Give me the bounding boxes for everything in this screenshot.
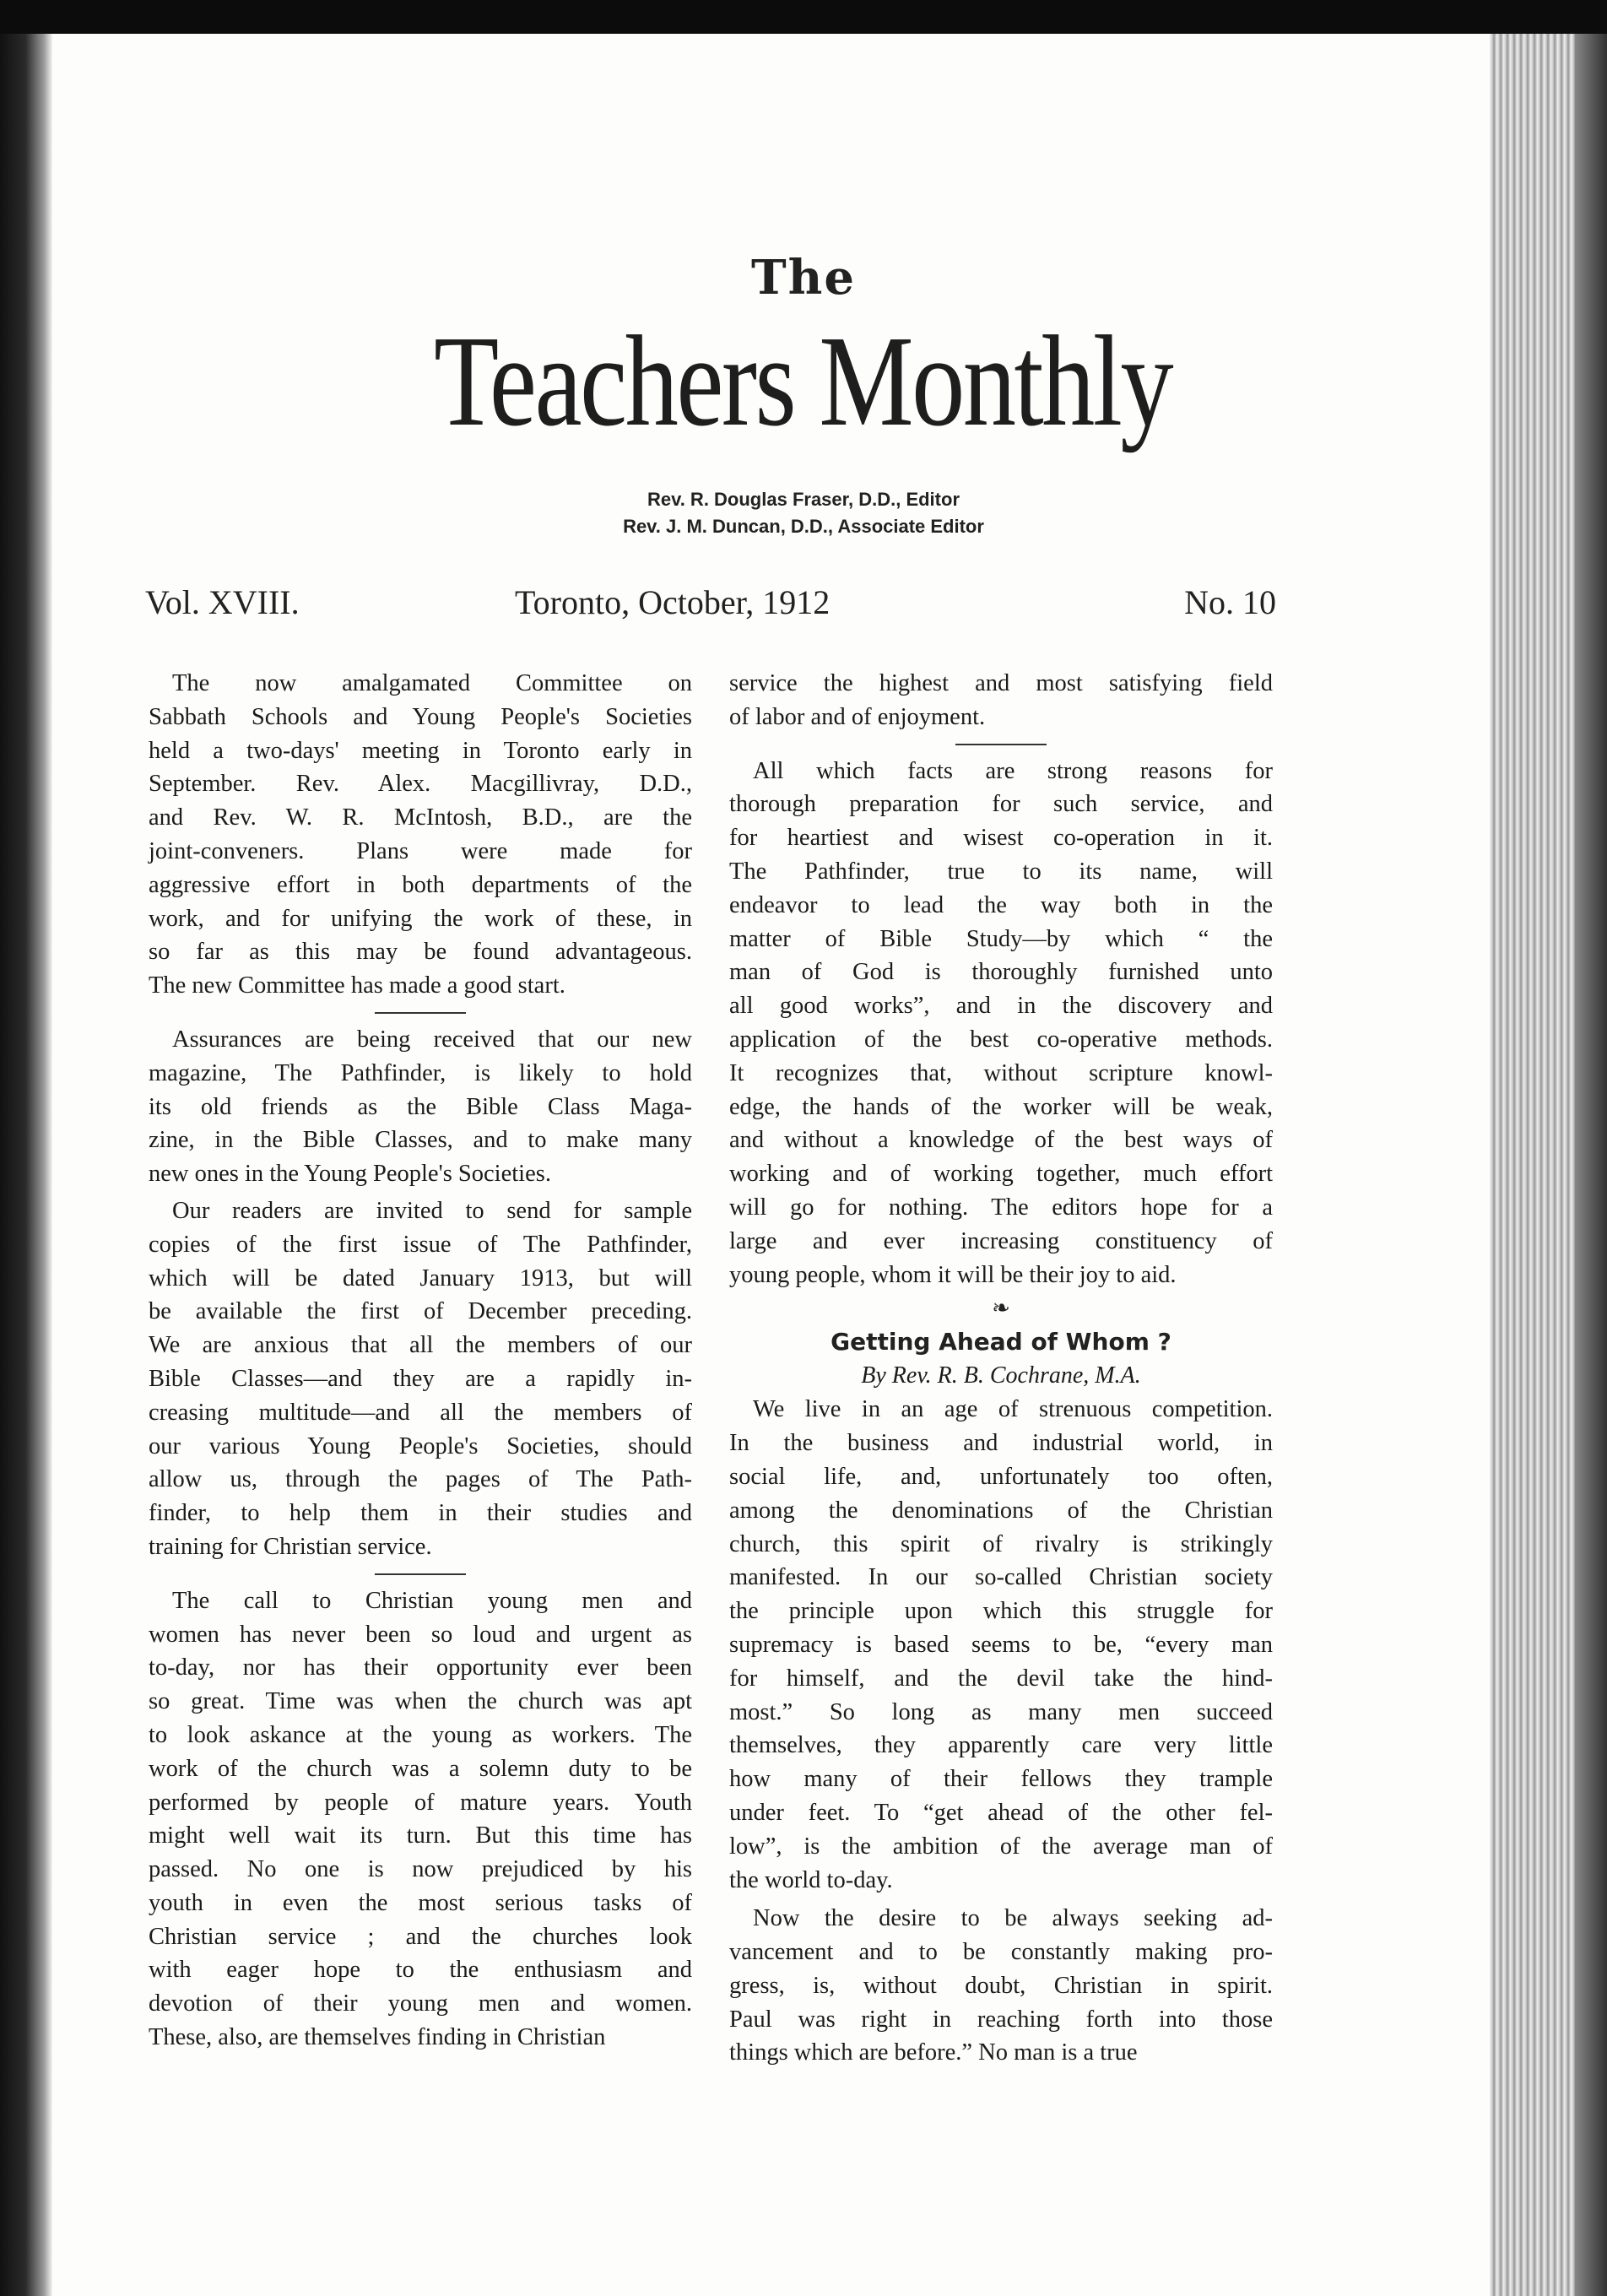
text-line: be available the first of December preceding. [149, 1298, 692, 1325]
text-line: youth in even the most serious tasks of [149, 1889, 692, 1916]
text-line: low”, is the ambition of the average man of [729, 1833, 1273, 1860]
text-line: so far as this may be found advantageous. [149, 939, 692, 966]
text-line: devotion of their young men and women. [149, 1990, 692, 2017]
text-line: Paul was right in reaching forth into those [729, 2006, 1273, 2033]
text-line: These, also, are themselves finding in Christian [149, 2024, 606, 2051]
text-line: passed. No one is now prejudiced by his [149, 1856, 692, 1883]
text-line: how many of their fellows they trample [729, 1766, 1273, 1793]
text-line: We live in an age of strenuous competition. [753, 1396, 1273, 1423]
text-line: Christian service ; and the churches look [149, 1923, 692, 1950]
paragraph-assurances [149, 1023, 692, 1191]
text-line: of labor and of enjoyment. [729, 703, 986, 730]
text-line: under feet. To “get ahead of the other fel- [729, 1799, 1273, 1826]
text-line: allow us, through the pages of The Path- [149, 1466, 692, 1493]
text-line: new ones in the Young People's Societies. [149, 1161, 551, 1188]
right-column [729, 667, 1273, 2070]
text-line: The new Committee has made a good start. [149, 972, 565, 999]
text-line: our various Young People's Societies, should [149, 1432, 692, 1459]
text-line: magazine, The Pathfinder, is likely to hold [149, 1059, 692, 1086]
text-line: large and ever increasing constituency of [729, 1227, 1273, 1254]
text-line: Now the desire to be always seeking ad- [753, 1905, 1273, 1932]
text-line: with eager hope to the enthusiasm and [149, 1957, 692, 1984]
issue-number-label: No. 10 [1184, 583, 1276, 621]
text-line: joint-conveners. Plans were made for [149, 837, 692, 864]
text-line: the principle upon which this struggle for [729, 1598, 1273, 1625]
text-line: its old friends as the Bible Class Maga- [149, 1093, 692, 1120]
text-line: matter of Bible Study—by which “ the [729, 925, 1273, 952]
text-line: It recognizes that, without scripture knowl- [729, 1059, 1273, 1086]
article-byline: By Rev. R. B. Cochrane, M.A. [861, 1362, 1141, 1389]
text-line: The now amalgamated Committee on [172, 670, 692, 696]
place-date-label: Toronto, October, 1912 [515, 583, 831, 621]
text-line: young people, whom it will be their joy to aid. [729, 1261, 1177, 1288]
text-line: held a two-days' meeting in Toronto early in [149, 737, 692, 764]
text-line: will go for nothing. The editors hope for a [729, 1194, 1273, 1221]
text-line: thorough preparation for such service, and [729, 791, 1273, 818]
article-paragraph-competition [729, 1393, 1273, 1897]
editors-block [0, 486, 1607, 540]
text-line: themselves, they apparently care very little [729, 1732, 1273, 1759]
section-divider [149, 1564, 692, 1584]
section-divider [729, 734, 1273, 755]
text-line: and Rev. W. R. McIntosh, B.D., are the [149, 804, 692, 831]
text-line: which will be dated January 1913, but will [149, 1264, 692, 1292]
text-line: Bible Classes—and they are a rapidly in- [149, 1365, 692, 1392]
text-line: so great. Time was when the church was apt [149, 1688, 692, 1715]
text-line: work, and for unifying the work of these, in [149, 905, 692, 932]
masthead-the: The [750, 250, 856, 306]
text-line: The Pathfinder, true to its name, will [729, 858, 1273, 885]
ornament-fleuron: ❧ [992, 1296, 1010, 1321]
text-line: social life, and, unfortunately too often, [729, 1463, 1273, 1490]
paragraph-facts [729, 755, 1273, 1292]
text-line: church, this spirit of rivalry is strikingly [729, 1530, 1273, 1557]
text-line: man of God is thoroughly furnished unto [729, 959, 1273, 986]
paragraph-committee [149, 667, 692, 1003]
text-line: most.” So long as many men succeed [729, 1698, 1273, 1725]
text-line: all good works”, and in the discovery and [729, 993, 1273, 1020]
left-column [149, 667, 692, 2055]
text-line: finder, to help them in their studies and [149, 1500, 692, 1527]
text-line: things which are before.” No man is a true [729, 2039, 1138, 2066]
text-line: vancement and to be constantly making pro- [729, 1939, 1273, 1966]
text-line: performed by people of mature years. Youth [149, 1789, 692, 1816]
page-stack-edges [1490, 34, 1607, 2296]
text-line: Our readers are invited to send for sample [172, 1197, 692, 1224]
text-line: for heartiest and wisest co-operation in it. [729, 825, 1273, 852]
text-line: zine, in the Bible Classes, and to make many [149, 1127, 692, 1154]
text-line: work of the church was a solemn duty to be [149, 1755, 692, 1782]
text-line: copies of the first issue of The Pathfinder, [149, 1231, 692, 1258]
text-line: September. Rev. Alex. Macgillivray, D.D., [149, 771, 692, 798]
text-line: edge, the hands of the worker will be weak, [729, 1093, 1273, 1120]
text-line: supremacy is based seems to be, “every man [729, 1631, 1273, 1658]
text-line: service the highest and most satisfying field [729, 670, 1273, 696]
editor-line: Rev. R. Douglas Fraser, D.D., Editor [647, 489, 960, 510]
text-line: and without a knowledge of the best ways of [729, 1127, 1273, 1154]
text-line: the world to-day. [729, 1866, 893, 1893]
paragraph-sample-copies [149, 1194, 692, 1564]
text-line: creasing multitude—and all the members of [149, 1399, 692, 1426]
text-line: Assurances are being received that our new [172, 1026, 692, 1053]
text-line: In the business and industrial world, in [729, 1430, 1273, 1457]
text-line: aggressive effort in both departments of the [149, 871, 692, 898]
associate-editor-line: Rev. J. M. Duncan, D.D., Associate Editor [623, 516, 984, 537]
text-line: Sabbath Schools and Young People's Societies [149, 703, 692, 730]
scan-top-border [0, 0, 1607, 34]
text-line: endeavor to lead the way both in the [729, 891, 1273, 918]
text-line: gress, is, without doubt, Christian in spirit. [729, 1972, 1273, 1999]
text-line: All which facts are strong reasons for [753, 757, 1273, 784]
volume-label: Vol. XVIII. [145, 583, 300, 621]
text-line: manifested. In our so-called Christian society [729, 1564, 1273, 1591]
text-line: women has never been so loud and urgent as [149, 1621, 692, 1648]
paragraph-call-to-young [149, 1584, 692, 2055]
text-line: might well wait its turn. But this time has [149, 1822, 692, 1849]
text-line: training for Christian service. [149, 1533, 432, 1560]
text-line: working and of working together, much effort [729, 1161, 1273, 1188]
text-line: application of the best co-operative methods. [729, 1026, 1273, 1053]
paragraph-service-continued [729, 667, 1273, 734]
text-line: among the denominations of the Christian [729, 1497, 1273, 1524]
text-line: The call to Christian young men and [172, 1587, 692, 1614]
text-line: for himself, and the devil take the hind- [729, 1665, 1273, 1692]
scan-book-gutter [0, 34, 52, 2296]
text-line: to-day, nor has their opportunity ever been [149, 1654, 692, 1681]
masthead-title: Teachers Monthly [434, 310, 1172, 453]
article-title: Getting Ahead of Whom ? [831, 1328, 1171, 1356]
text-line: to look askance at the young as workers. The [149, 1721, 692, 1748]
text-line: We are anxious that all the members of our [149, 1332, 692, 1359]
article-paragraph-advancement [729, 1902, 1273, 2070]
section-divider [149, 1003, 692, 1023]
